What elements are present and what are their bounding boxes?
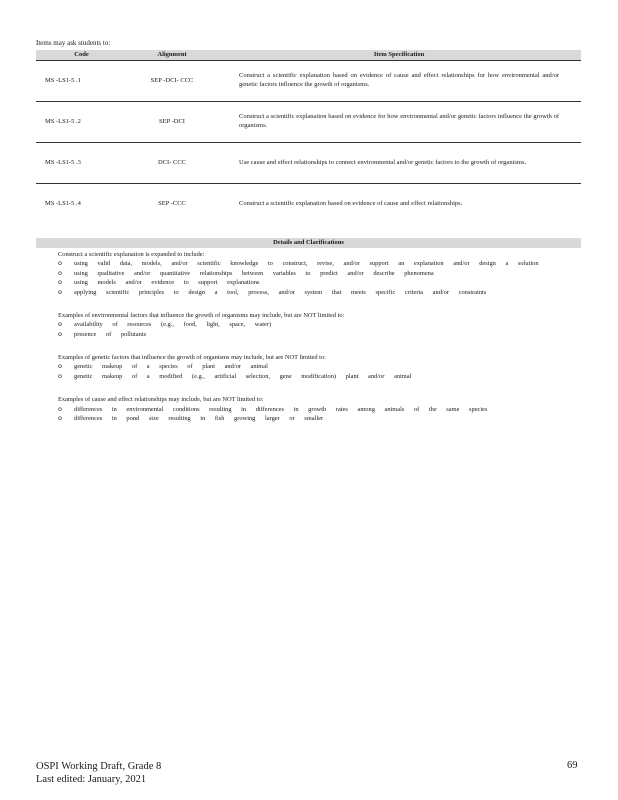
header-alignment: Alignment [127, 50, 217, 61]
list-item: using valid data, models, and/or scientific knowledge to construct, revise, and/or support an explanation and/or design a solution [74, 260, 539, 268]
page-footer [36, 760, 161, 786]
list-item: differences in environmental conditions resulting in differences in growth rates among animals of the same species [74, 405, 488, 413]
row-specification: Construct a scientific explanation based on evidence for how environmental and/or genetic factors influence the growth of organisms. [217, 102, 581, 143]
detail-block-construct [44, 250, 584, 297]
details-clarifications [44, 250, 584, 437]
table-row [36, 184, 581, 225]
row-code: MS -LS1-5 .4 [36, 184, 127, 225]
square-bullet-icon [44, 395, 58, 404]
row-specification: Construct a scientific explanation based on evidence of cause and effect relationships for how environmental and/or genetic factors influence the growth of organisms. [217, 61, 581, 102]
list-item: genetic makeup of a modified (e.g., artificial selection, gene modification) plant and/or animal [74, 372, 412, 380]
circle-bullet-icon: o [58, 404, 62, 413]
row-specification: Construct a scientific explanation based on evidence of cause and effect relationships. [217, 184, 581, 225]
table-header-row [36, 50, 581, 61]
table-row [36, 143, 581, 184]
square-bullet-icon [44, 250, 58, 259]
table-row [36, 102, 581, 143]
list-item: applying scientific principles to design a tool, process, and/or system that meets specific criteria and/or constraints [74, 288, 487, 296]
circle-bullet-icon: o [58, 320, 62, 329]
circle-bullet-icon: o [58, 413, 62, 422]
detail-heading: Construct a scientific explanation is expanded to include: [58, 251, 205, 258]
circle-bullet-icon: o [58, 278, 62, 287]
row-specification: Use cause and effect relationships to connect environmental and/or genetic factors to the growth of organisms. [217, 143, 581, 184]
header-code: Code [36, 50, 127, 61]
intro-text: Items may ask students to: [36, 39, 111, 47]
detail-heading: Examples of cause and effect relationships may include, but are NOT limited to: [58, 396, 264, 404]
detail-block-environmental [44, 311, 584, 339]
row-alignment: DCI- CCC [127, 143, 217, 184]
row-code: MS -LS1-5 .2 [36, 102, 127, 143]
row-code: MS -LS1-5 .3 [36, 143, 127, 184]
detail-block-cause-effect [44, 395, 584, 423]
list-item: using qualitative and/or quantitative relationships between variables to predict and/or describe phenomena [74, 269, 434, 277]
square-bullet-icon [44, 353, 58, 362]
square-bullet-icon [44, 311, 58, 320]
circle-bullet-icon: o [58, 362, 62, 371]
footer-last-edited: Last edited: January, 2021 [36, 774, 147, 786]
row-alignment: SEP -CCC [127, 184, 217, 225]
row-code: MS -LS1-5 .1 [36, 61, 127, 102]
circle-bullet-icon: o [58, 371, 62, 380]
detail-heading: Examples of environmental factors that influence the growth of organisms may include, but are NOT limited to: [58, 311, 345, 319]
circle-bullet-icon: o [58, 329, 62, 338]
row-alignment: SEP -DCI- CCC [127, 61, 217, 102]
detail-block-genetic [44, 353, 584, 381]
circle-bullet-icon: o [58, 268, 62, 277]
circle-bullet-icon: o [58, 259, 62, 268]
list-item: differences in pond size resulting in fish growing larger or smaller [74, 414, 324, 422]
list-item: genetic makeup of a species of plant and/or animal [74, 363, 268, 371]
item-specification-table [36, 50, 581, 224]
page-number: 69 [567, 760, 578, 771]
list-item: availability of resources (e.g., food, light, space, water) [74, 321, 272, 329]
list-item: presence of pollutants [74, 330, 147, 338]
detail-heading: Examples of genetic factors that influence the growth of organisms may include, but are NOT limited to: [58, 354, 326, 362]
list-item: using models and/or evidence to support explanations [74, 279, 260, 287]
circle-bullet-icon: o [58, 287, 62, 296]
table-row [36, 61, 581, 102]
header-item-specification: Item Specification [217, 50, 581, 61]
footer-draft-title: OSPI Working Draft, Grade 8 [36, 761, 162, 772]
details-header: Details and Clarifications [36, 238, 581, 248]
row-alignment: SEP -DCI [127, 102, 217, 143]
